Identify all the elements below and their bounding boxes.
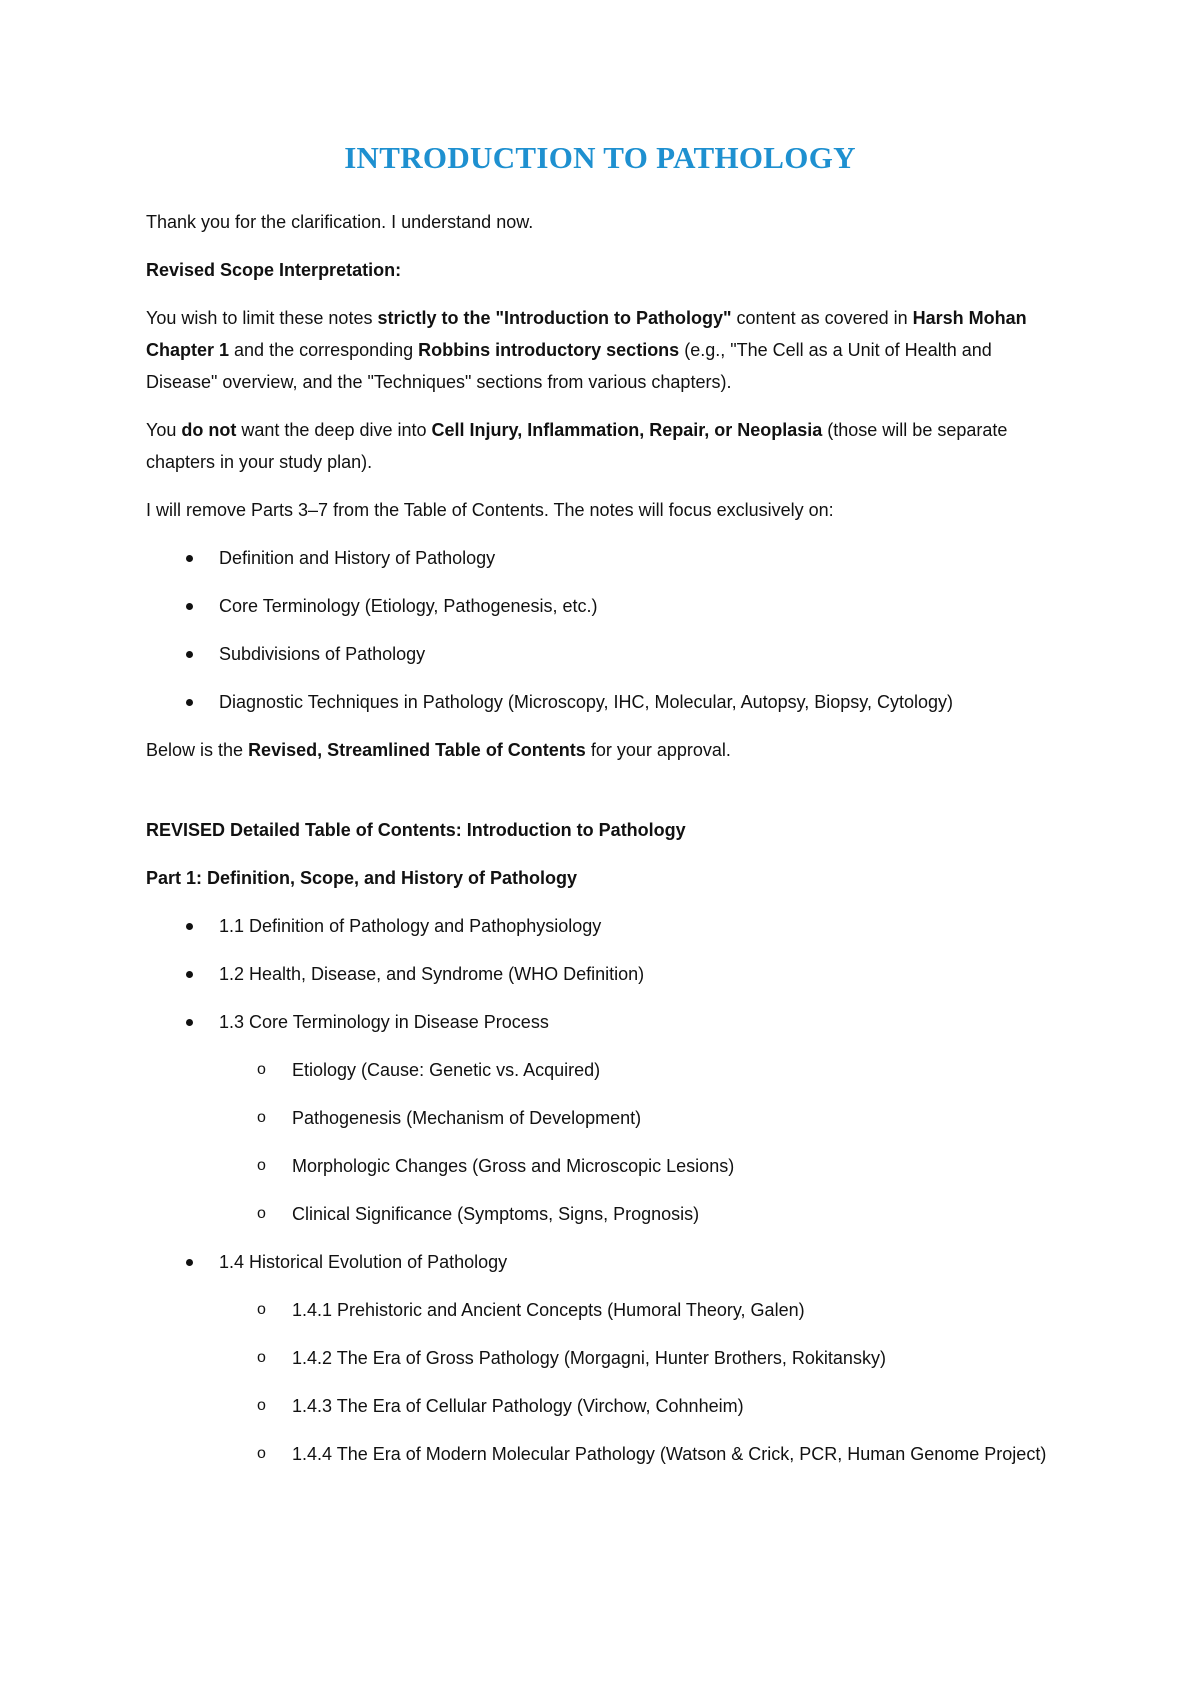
list-item: o 1.4.1 Prehistoric and Ancient Concepts (Humoral Theory, Galen) xyxy=(257,1300,805,1320)
bullet-icon xyxy=(186,1259,193,1266)
intro-paragraph: Thank you for the clarification. I understand now. xyxy=(146,212,534,232)
circle-bullet-icon: o xyxy=(257,1349,266,1366)
circle-bullet-icon: o xyxy=(257,1301,266,1318)
document-body xyxy=(146,206,1066,1486)
list-item: o Etiology (Cause: Genetic vs. Acquired) xyxy=(257,1060,601,1080)
bullet-icon xyxy=(186,603,193,610)
list-item: o 1.4.3 The Era of Cellular Pathology (Virchow, Cohnheim) xyxy=(257,1396,744,1416)
circle-bullet-icon: o xyxy=(257,1157,266,1174)
part1-heading: Part 1: Definition, Scope, and History of Pathology xyxy=(146,868,578,888)
focus-intro: I will remove Parts 3–7 from the Table of Contents. The notes will focus exclusively on: xyxy=(146,500,834,520)
focus-list xyxy=(146,542,1066,718)
circle-bullet-icon: o xyxy=(257,1445,266,1462)
scope-paragraph: You wish to limit these notes strictly to the "Introduction to Pathology" content as covered in Harsh Mohan Chapter 1 and the corresponding Robbins introductory sections (e.g., "The Cell as a Unit of Health and Disease" overview, and the "Techniques" sections from various chapters). xyxy=(146,308,1027,392)
circle-bullet-icon: o xyxy=(257,1397,266,1414)
list-item: o Pathogenesis (Mechanism of Development) xyxy=(257,1108,642,1128)
list-item: o Morphologic Changes (Gross and Microscopic Lesions) xyxy=(257,1156,735,1176)
revised-scope-heading: Revised Scope Interpretation: xyxy=(146,260,402,280)
page-title: INTRODUCTION TO PATHOLOGY xyxy=(344,140,856,175)
list-item: Core Terminology (Etiology, Pathogenesis, etc.) xyxy=(146,590,1066,622)
approval-line: Below is the Revised, Streamlined Table of Contents for your approval. xyxy=(146,740,731,760)
circle-bullet-icon: o xyxy=(257,1109,266,1126)
list-item: o 1.4.4 The Era of Modern Molecular Pathology (Watson & Crick, PCR, Human Genome Project) xyxy=(257,1444,1047,1464)
circle-bullet-icon: o xyxy=(257,1061,266,1078)
list-item: Subdivisions of Pathology xyxy=(146,638,1066,670)
toc-item-1-4: 1.4 Historical Evolution of Pathology o 1.4.1 Prehistoric and Ancient Concepts (Humoral Theory, Galen) o 1.4.2 The Era of Gross Pathology (Morgagni, Hunter Brothers, Rokitansky) o 1.4.3 The Era of Cellular Pathology (Virchow, Cohnheim) o 1.4.4 The Era of Modern Molecular Pathology (Watson & Crick, PCR, Human Genome Project) xyxy=(146,1246,1066,1470)
bullet-icon xyxy=(186,923,193,930)
spacer xyxy=(146,782,1066,814)
bullet-icon xyxy=(186,1019,193,1026)
toc-item-1-4-sublist xyxy=(219,1294,1066,1470)
list-item: o Clinical Significance (Symptoms, Signs, Prognosis) xyxy=(257,1204,700,1224)
bullet-icon xyxy=(186,555,193,562)
exclusion-paragraph: You do not want the deep dive into Cell Injury, Inflammation, Repair, or Neoplasia (those will be separate chapters in your study plan). xyxy=(146,420,1008,472)
circle-bullet-icon: o xyxy=(257,1205,266,1222)
toc-heading: REVISED Detailed Table of Contents: Introduction to Pathology xyxy=(146,820,686,840)
list-item: Diagnostic Techniques in Pathology (Microscopy, IHC, Molecular, Autopsy, Biopsy, Cytology) xyxy=(146,686,1066,718)
part1-list xyxy=(146,910,1066,1470)
bullet-icon xyxy=(186,971,193,978)
toc-item-1-2: 1.2 Health, Disease, and Syndrome (WHO Definition) xyxy=(146,958,1066,990)
list-item: Definition and History of Pathology xyxy=(146,542,1066,574)
list-item: o 1.4.2 The Era of Gross Pathology (Morgagni, Hunter Brothers, Rokitansky) xyxy=(257,1348,886,1368)
bullet-icon xyxy=(186,651,193,658)
toc-item-1-3-sublist xyxy=(219,1054,1066,1230)
toc-item-1-1: 1.1 Definition of Pathology and Pathophysiology xyxy=(146,910,1066,942)
toc-item-1-3: 1.3 Core Terminology in Disease Process o Etiology (Cause: Genetic vs. Acquired) o Pathogenesis (Mechanism of Development) o Morphologic Changes (Gross and Microscopic Lesions) o Clinical Significance (Symptoms, Signs, Prognosis) xyxy=(146,1006,1066,1230)
bullet-icon xyxy=(186,699,193,706)
